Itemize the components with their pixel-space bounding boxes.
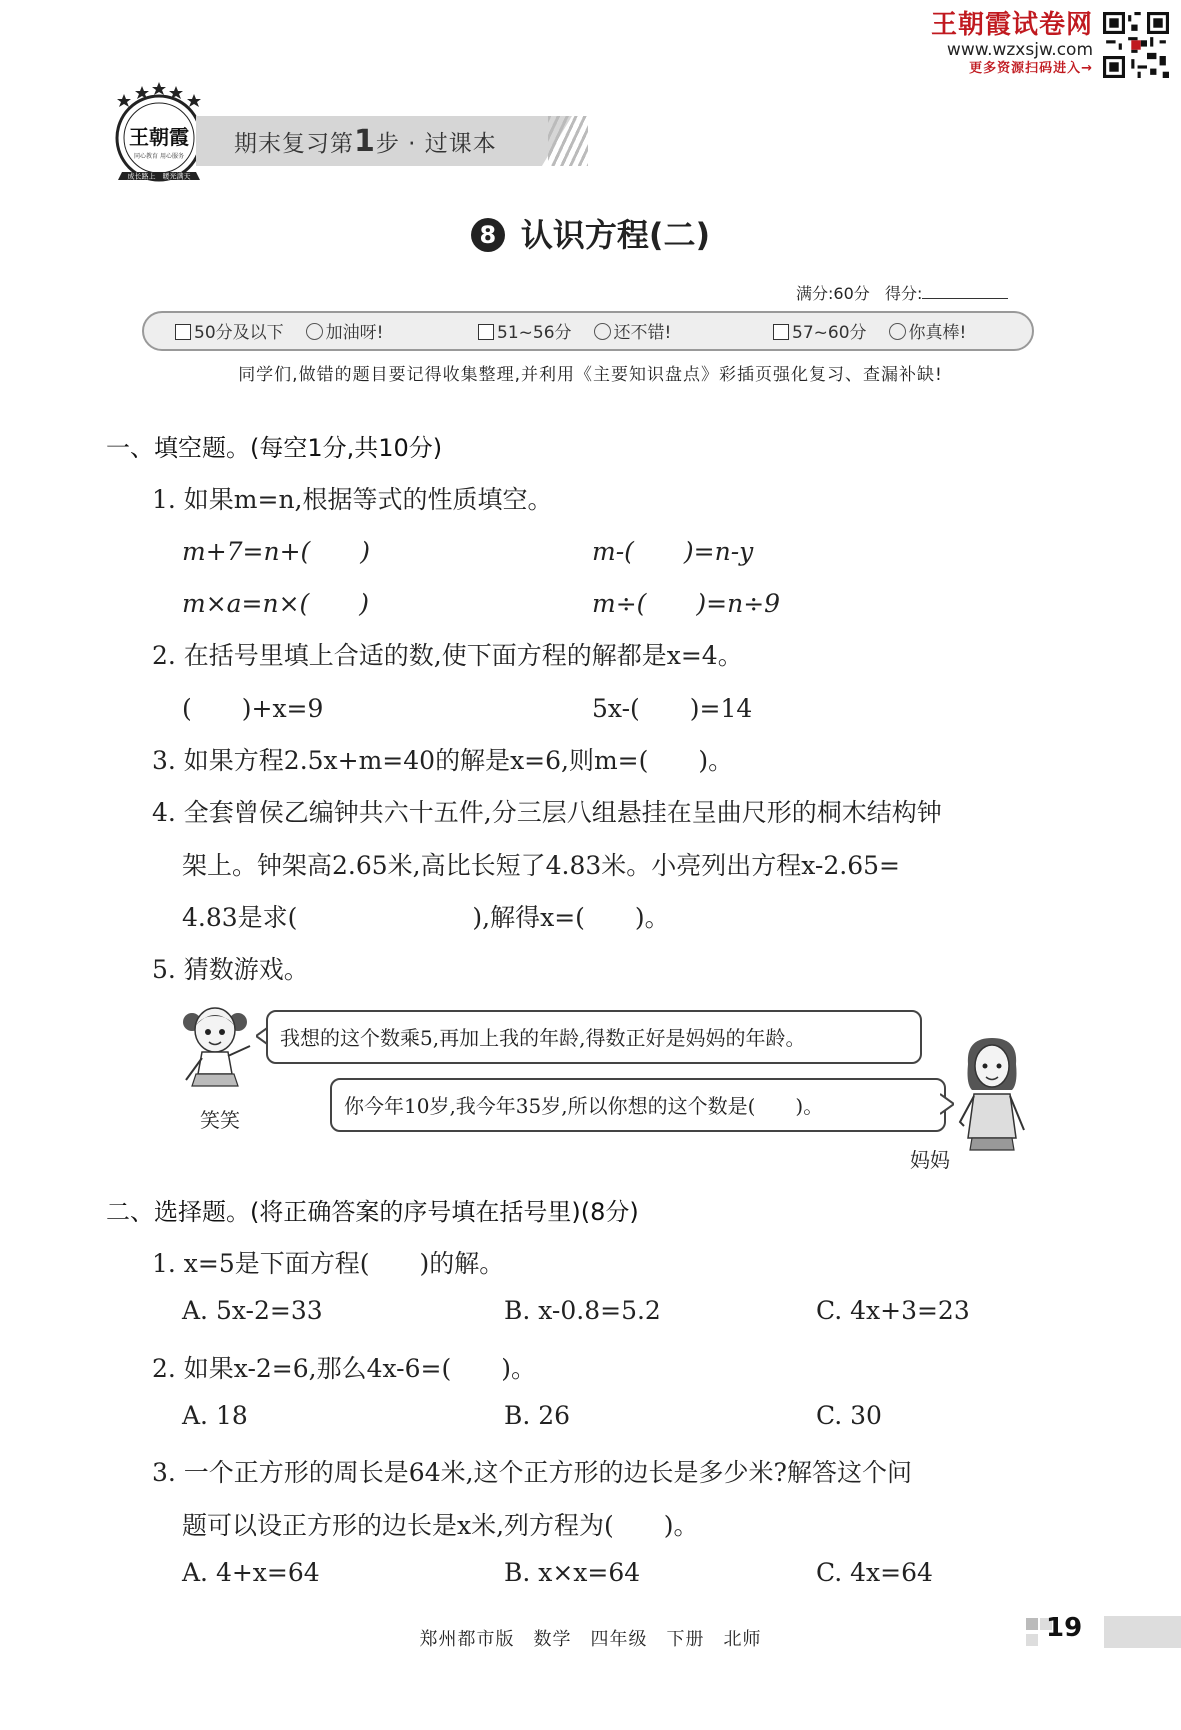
s2-q3-line-2[interactable]: 题可以设正方形的边长是x米,列方程为( )。 [182,1511,699,1540]
svg-text:同心教育 用心服务: 同心教育 用心服务 [134,153,184,160]
s2-q1-option-b[interactable]: B. x-0.8=5.2 [504,1296,661,1325]
mom-illustration [952,1034,1032,1154]
q1-stem: 1. 如果m=n,根据等式的性质填空。 [152,485,553,514]
page-decor-square [1026,1618,1038,1630]
rating-comment: 加油呀! [325,323,384,343]
rating-range: 57~60分 [792,323,867,343]
banner-step-number: 1 [354,124,376,159]
banner-suffix: 步 · 过课本 [375,131,497,157]
brand-block [931,10,1093,78]
reminder-note: 同学们,做错的题目要记得收集整理,并利用《主要知识盘点》彩插页强化复习、查漏补缺! [238,365,943,385]
score-line [796,281,1008,304]
banner-text [234,124,497,159]
s2-q3-option-b[interactable]: B. x×x=64 [504,1558,641,1587]
s2-q1-stem[interactable]: 1. x=5是下面方程( )的解。 [152,1249,505,1278]
svg-text:成长路上 暖光满天: 成长路上 暖光满天 [127,172,191,181]
mom-speech-text[interactable]: 你今年10岁,我今年35岁,所以你想的这个数是( )。 [344,1094,824,1118]
s2-q3-option-a[interactable]: A. 4+x=64 [182,1558,320,1587]
section-2-heading: 二、选择题。(将正确答案的序号填在括号里)(8分) [106,1198,639,1226]
checkbox[interactable] [478,324,494,340]
lesson-title-text: 认识方程(二) [520,216,711,254]
s2-q1-option-a[interactable]: A. 5x-2=33 [182,1296,323,1325]
rating-range: 51~56分 [497,323,572,343]
s2-q2-option-b[interactable]: B. 26 [504,1401,571,1430]
q2-item-b[interactable]: 5x-( )=14 [592,694,753,723]
lesson-number-badge: 8 [471,218,505,252]
full-score: 满分:60分 [796,284,870,303]
section-1-heading: 一、填空题。(每空1分,共10分) [106,434,443,462]
svg-text:王朝霞: 王朝霞 [129,125,189,149]
q1-item-a[interactable]: m+7=n+( ) [182,537,371,566]
q1-item-b[interactable]: m-( )=n-y [592,537,754,566]
s2-q2-option-a[interactable]: A. 18 [182,1401,248,1430]
q3-line[interactable]: 3. 如果方程2.5x+m=40的解是x=6,则m=( )。 [152,746,734,775]
rating-option-1[interactable] [175,318,383,343]
rating-comment: 你真棒! [908,323,967,343]
q4-line-1: 4. 全套曾侯乙编钟共六十五件,分三层八组悬挂在呈曲尺形的桐木结构钟 [152,798,942,827]
footer-edition: 郑州都市版 数学 四年级 下册 北师 [419,1629,762,1650]
q1-item-d[interactable]: m÷( )=n÷9 [592,589,781,618]
s2-q3-line-1: 3. 一个正方形的周长是64米,这个正方形的边长是多少米?解答这个问 [152,1458,912,1487]
page-decor-bar [1104,1616,1181,1648]
q2-stem: 2. 在括号里填上合适的数,使下面方程的解都是x=4。 [152,641,743,670]
banner-prefix: 期末复习第 [234,131,354,157]
q5-stem: 5. 猜数游戏。 [152,955,309,984]
girl-name-label: 笑笑 [200,1108,240,1132]
girl-xiaoxiao-illustration [178,1000,260,1092]
mom-name-label: 妈妈 [910,1148,950,1172]
rating-comment: 还不错! [613,323,672,343]
brand-title: 王朝霞试卷网 [930,10,1093,40]
s2-q2-stem[interactable]: 2. 如果x-2=6,那么4x-6=( )。 [152,1354,536,1383]
q2-item-a[interactable]: ( )+x=9 [182,694,324,723]
brand-url[interactable]: www.wzxsjw.com [946,40,1093,60]
q1-item-c[interactable]: m×a=n×( ) [182,589,370,618]
qr-code-icon[interactable] [1103,12,1169,78]
brand-subtitle: 更多资源扫码进入→ [969,61,1093,76]
q4-line-3[interactable]: 4.83是求( ),解得x=( )。 [182,903,670,932]
rating-range: 50分及以下 [194,323,284,343]
banner-stripes [548,116,588,166]
rating-option-2[interactable] [478,318,671,343]
rating-option-3[interactable] [773,318,966,343]
page-decor-square [1026,1634,1038,1646]
girl-speech-text: 我想的这个数乘5,再加上我的年龄,得数正好是妈妈的年龄。 [280,1026,806,1050]
s2-q1-option-c[interactable]: C. 4x+3=23 [816,1296,970,1325]
checkbox[interactable] [773,324,789,340]
checkbox[interactable] [175,324,191,340]
s2-q3-option-c[interactable]: C. 4x=64 [816,1558,933,1587]
score-blank[interactable] [922,284,1008,299]
page-number: 19 [1046,1613,1083,1643]
smiley-icon [594,323,611,340]
got-score-label: 得分: [885,284,923,303]
smiley-icon [889,323,906,340]
s2-q2-option-c[interactable]: C. 30 [816,1401,882,1430]
smiley-icon [306,323,323,340]
q4-line-2: 架上。钟架高2.65米,高比长短了4.83米。小亮列出方程x-2.65= [182,851,900,880]
lesson-title [0,210,1181,256]
